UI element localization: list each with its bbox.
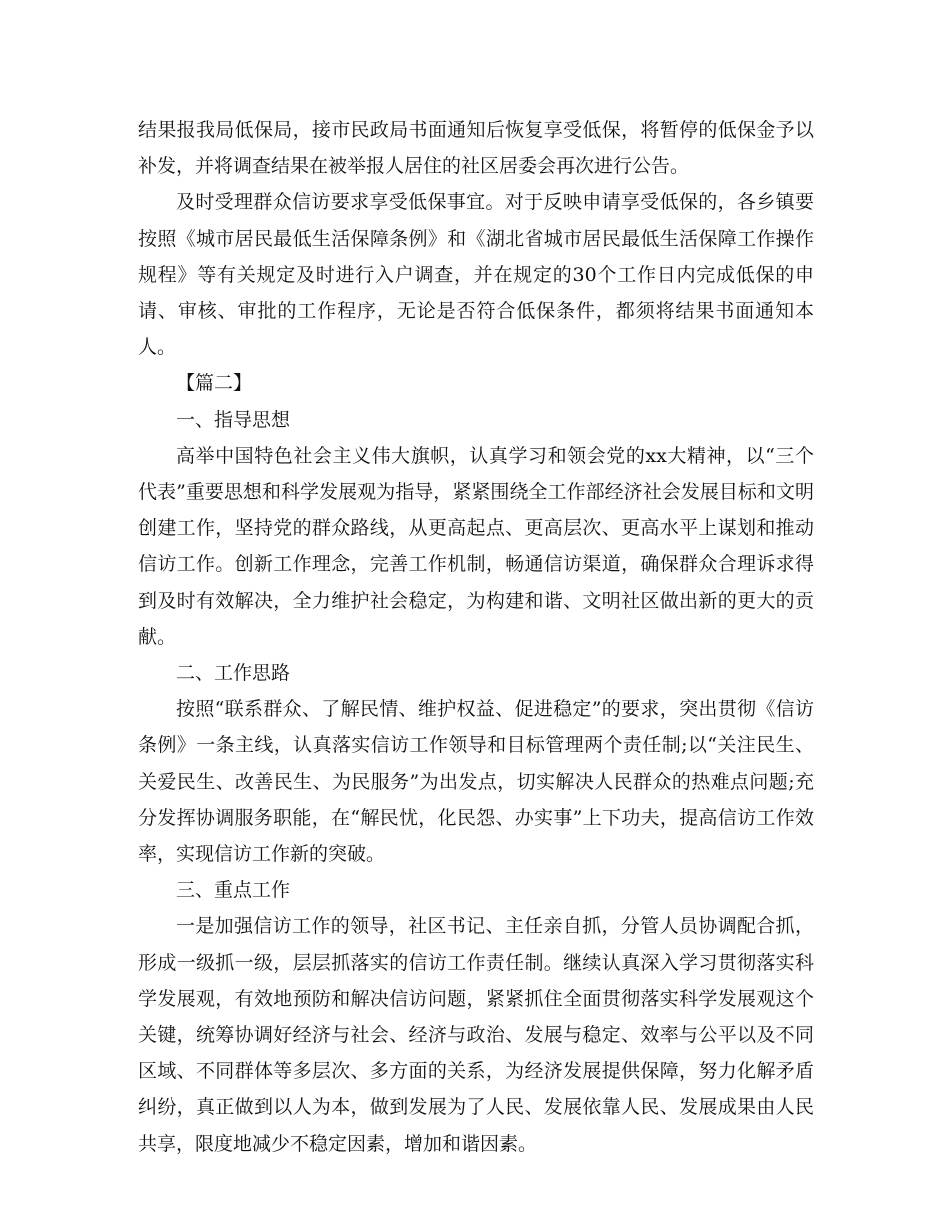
paragraph-work-approach: 按照“联系群众、了解民情、维护权益、促进稳定”的要求，突出贯彻《信访条例》一条主线，认真落实信访工作领导和目标管理两个责任制;以“关注民生、关爱民生、改善民生、为民服务”为出发点，切实解决人民群众的热难点问题;充分发挥协调服务职能，在“解民忧，化民怨、办实事”上下功夫，提高信访工作效率，实现信访工作新的突破。 xyxy=(138,698,814,866)
paragraph-key-work: 一是加强信访工作的领导，社区书记、主任亲自抓，分管人员协调配合抓，形成一级抓一级，层层抓落实的信访工作责任制。继续认真深入学习贯彻落实科学发展观，有效地预防和解决信访问题，紧紧抓住全面贯彻落实科学发展观这个关键，统筹协调好经济与社会、经济与政治、发展与稳定、效率与公平以及不同区域、不同群体等多层次、多方面的关系，为经济发展提供保障，努力化解矛盾纠纷，真正做到以人为本，做到发展为了人民、发展依靠人民、发展成果由人民共享，限度地减少不稳定因素，增加和谐因素。 xyxy=(138,915,814,1155)
section-title-part-two: 【篇二】 xyxy=(176,372,253,395)
heading-work-approach: 二、工作思路 xyxy=(176,662,291,685)
heading-key-work: 三、重点工作 xyxy=(176,879,291,902)
paragraph-guiding-ideology: 高举中国特色社会主义伟大旗帜，认真学习和领会党的xx大精神，以“三个代表”重要思想和科学发展观为指导，紧紧围绕全工作部经济社会发展目标和文明创建工作，坚持党的群众路线，从更高起点、更高层次、更高水平上谋划和推动信访工作。创新工作理念，完善工作机制，畅通信访渠道，确保群众合理诉求得到及时有效解决，全力维护社会稳定，为构建和谐、文明社区做出新的更大的贡献。 xyxy=(138,444,814,648)
heading-guiding-ideology: 一、指导思想 xyxy=(176,408,291,431)
paragraph-continuation: 结果报我局低保局，接市民政局书面通知后恢复享受低保，将暂停的低保金予以补发，并将调查结果在被举报人居住的社区居委会再次进行公告。 xyxy=(138,119,814,178)
document-body xyxy=(138,112,814,1162)
paragraph-petition-handling: 及时受理群众信访要求享受低保事宜。对于反映申请享受低保的，各乡镇要按照《城市居民最低生活保障条例》和《湖北省城市居民最低生活保障工作操作规程》等有关规定及时进行入户调查，并在规定的30个工作日内完成低保的申请、审核、审批的工作程序，无论是否符合低保条件，都须将结果书面通知本人。 xyxy=(138,191,814,359)
